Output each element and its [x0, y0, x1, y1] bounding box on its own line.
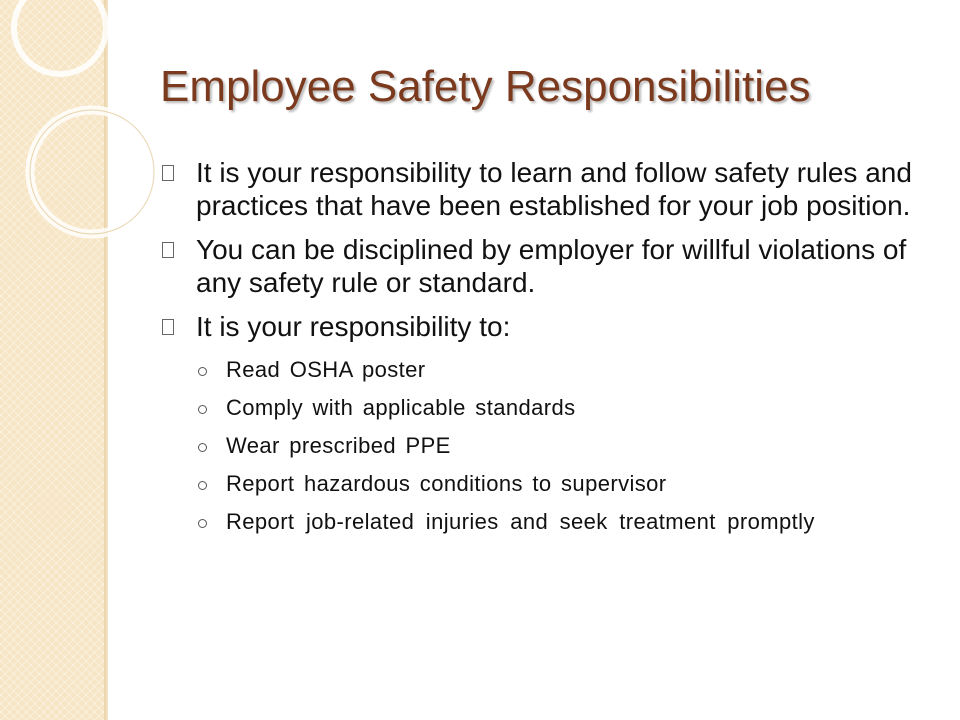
square-bullet-icon — [162, 165, 174, 181]
subbullet-item — [160, 395, 920, 421]
subbullet-item — [160, 433, 920, 459]
bullet-text: You can be disciplined by employer for willful violations of any safety rule or standard. — [196, 234, 907, 298]
circle-bullet-icon — [198, 405, 207, 414]
subbullet-text: Comply with applicable standards — [226, 395, 576, 420]
bullet-item — [160, 156, 920, 222]
slide-content — [160, 156, 920, 547]
square-bullet-icon — [162, 319, 174, 335]
subbullet-item — [160, 357, 920, 383]
bullet-item — [160, 233, 920, 299]
subbullet-item — [160, 509, 920, 535]
subbullet-item — [160, 471, 920, 497]
circle-bullet-icon — [198, 519, 207, 528]
bullet-item — [160, 310, 920, 343]
subbullet-text: Wear prescribed PPE — [226, 433, 451, 458]
circle-bullet-icon — [198, 443, 207, 452]
square-bullet-icon — [162, 242, 174, 258]
circle-bullet-icon — [198, 481, 207, 490]
subbullet-text: Report job-related injuries and seek treatment promptly — [226, 509, 815, 534]
subbullet-text: Report hazardous conditions to supervisor — [226, 471, 667, 496]
ring-decoration — [0, 0, 140, 260]
slide-title: Employee Safety Responsibilities — [160, 62, 811, 111]
bullet-text: It is your responsibility to: — [196, 311, 511, 342]
subbullet-text: Read OSHA poster — [226, 357, 426, 382]
bullet-text: It is your responsibility to learn and follow safety rules and practices that have been established for your job position. — [196, 157, 912, 221]
circle-bullet-icon — [198, 367, 207, 376]
